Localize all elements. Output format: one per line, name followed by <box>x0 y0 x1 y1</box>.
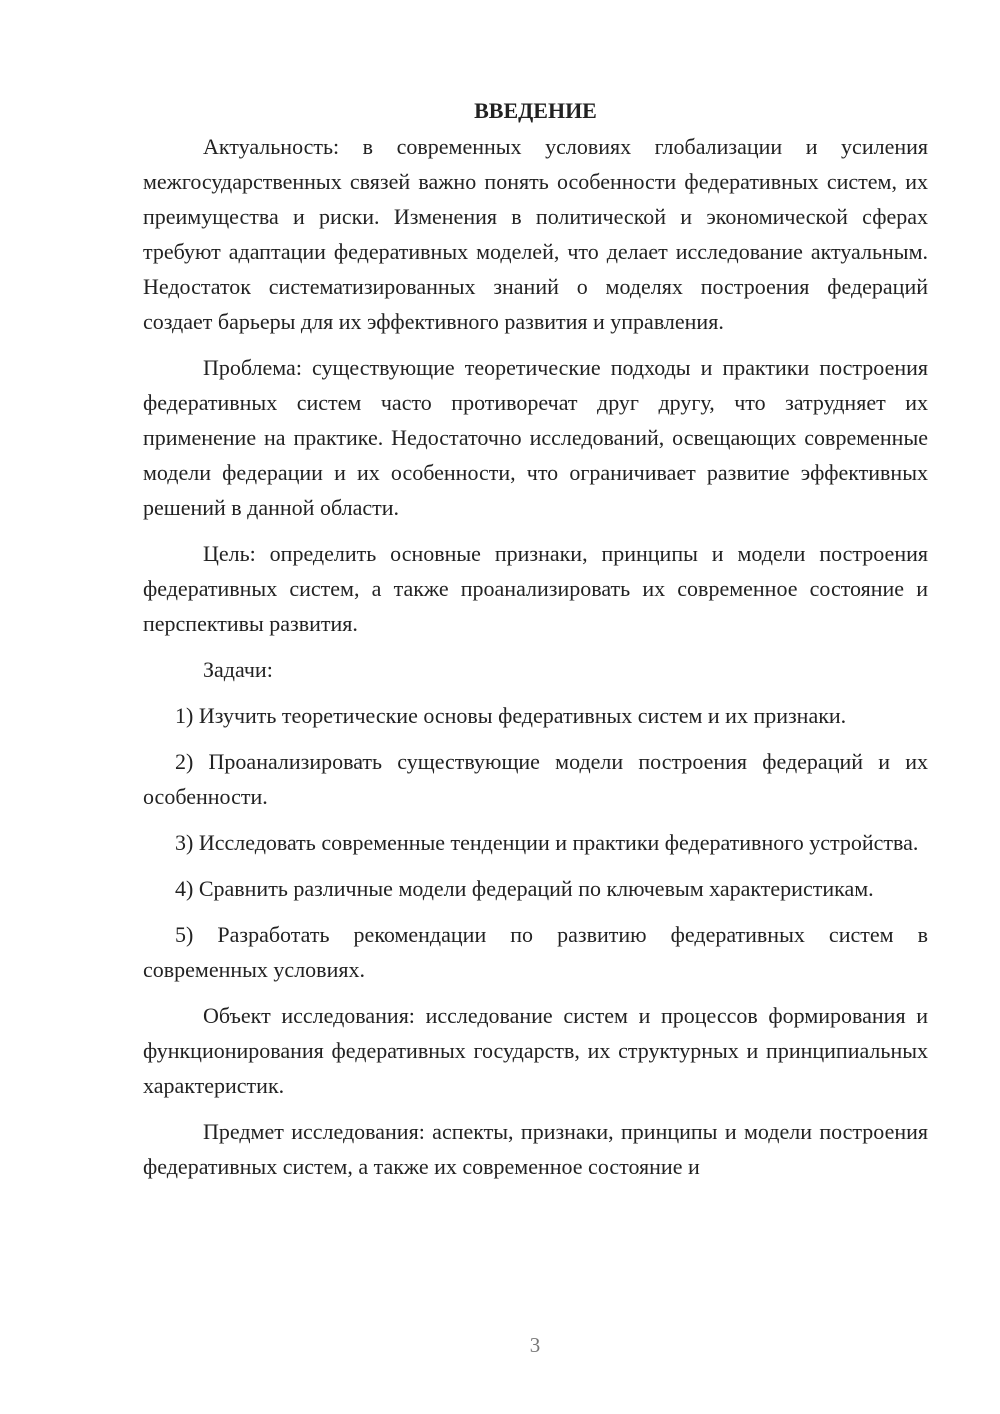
page-content <box>143 93 928 1195</box>
paragraph-relevance: Актуальность: в современных условиях глобализации и усиления межгосударственных связей важно понять особенности федеративных систем, их преимущества и риски. Изменения в политической и экономической сферах требуют адаптации федеративных моделей, что делает исследование актуальным. Недостаток систематизированных знаний о моделях построения федераций создает барьеры для их эффективного развития и управления. <box>143 134 928 334</box>
paragraph-problem: Проблема: существующие теоретические подходы и практики построения федеративных систем часто противоречат друг другу, что затрудняет их применение на практике. Недостаточно исследований, освещающих современные модели федерации и их особенности, что ограничивает развитие эффективных решений в данной области. <box>143 355 928 520</box>
task-item-1: 1) Изучить теоретические основы федеративных систем и их признаки. <box>175 703 847 728</box>
paragraph-goal: Цель: определить основные признаки, принципы и модели построения федеративных систем, а также проанализировать их современное состояние и перспективы развития. <box>143 541 928 636</box>
task-item-3: 3) Исследовать современные тенденции и практики федеративного устройства. <box>175 830 919 855</box>
task-item-2: 2) Проанализировать существующие модели построения федераций и их особенности. <box>143 749 928 809</box>
task-item-4: 4) Сравнить различные модели федераций по ключевым характеристикам. <box>175 876 874 901</box>
section-title: ВВЕДЕНИЕ <box>474 98 597 123</box>
paragraph-subject: Предмет исследования: аспекты, признаки, принципы и модели построения федеративных систем, а также их современное состояние и <box>143 1119 928 1179</box>
task-item-5: 5) Разработать рекомендации по развитию федеративных систем в современных условиях. <box>143 922 928 982</box>
tasks-heading: Задачи: <box>203 657 273 682</box>
page-number: 3 <box>529 1333 541 1357</box>
paragraph-object: Объект исследования: исследование систем и процессов формирования и функционирования федеративных государств, их структурных и принципиальных характеристик. <box>143 1003 928 1098</box>
